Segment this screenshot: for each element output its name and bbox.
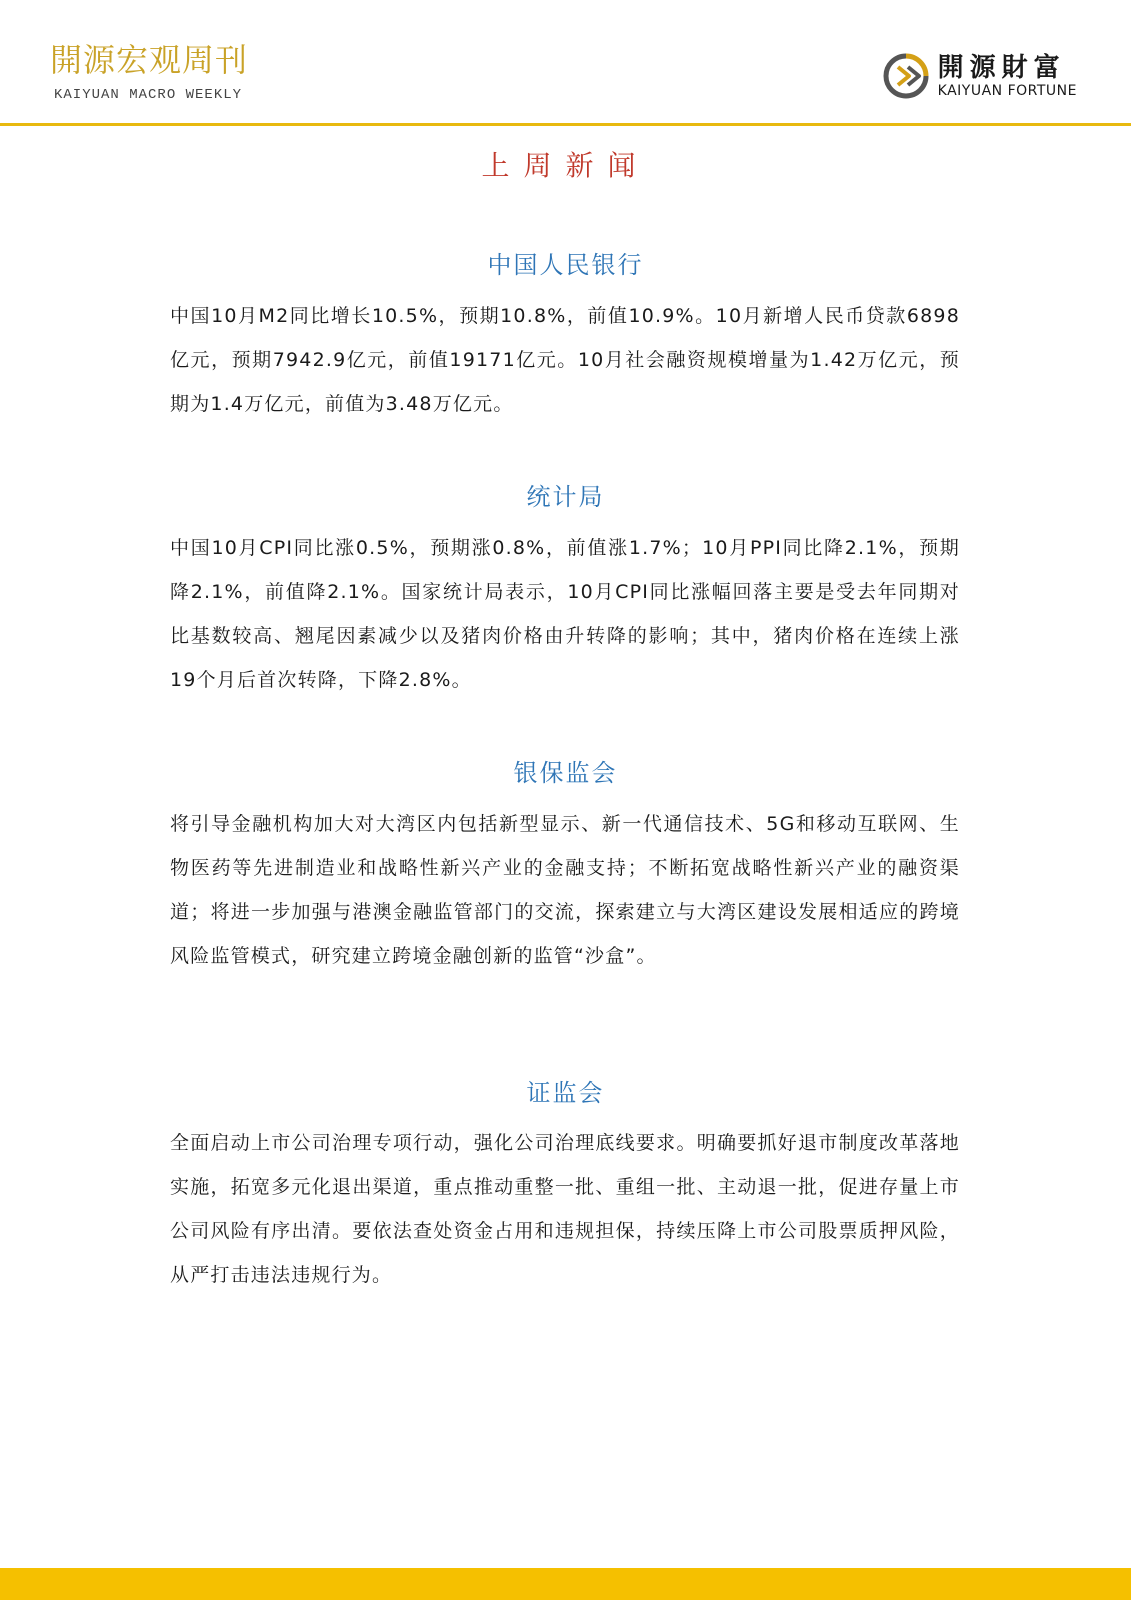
section-title-nbs: 统计局 <box>526 483 605 511</box>
kaiyuan-logo-icon <box>882 52 930 100</box>
logo-english-name: KAIYUAN FORTUNE <box>937 83 1077 99</box>
page-title: 上周新闻 <box>481 149 650 182</box>
section-body-nbs: 中国10月CPI同比涨0.5%，预期涨0.8%，前值涨1.7%；10月PPI同比降2.1%，预期降2.1%，前值降2.1%。国家统计局表示，10月CPI同比涨幅回落主要是受去年同期对比基数较高、翘尾因素减少以及猪肉价格由升转降的影响；其中，猪肉价格在连续上涨19个月后首次转降，下降2.8%。 <box>170 537 960 691</box>
section-title-cbirc: 银保监会 <box>513 759 618 787</box>
header-divider <box>0 123 1131 126</box>
section-body-cbirc: 将引导金融机构加大对大湾区内包括新型显示、新一代通信技术、5G和移动互联网、生物医药等先进制造业和战略性新兴产业的金融支持；不断拓宽战略性新兴产业的融资渠道；将进一步加强与港澳金融监管部门的交流，探索建立与大湾区建设发展相适应的跨境风险监管模式，研究建立跨境金融创新的监管“沙盒”。 <box>170 813 960 967</box>
publication-subtitle: KAIYUAN MACRO WEEKLY <box>54 87 243 103</box>
logo-chinese-name: 開源財富 <box>937 53 1066 83</box>
section-title-pboc: 中国人民银行 <box>487 251 644 279</box>
section-body-pboc: 中国10月M2同比增长10.5%，预期10.8%，前值10.9%。10月新增人民币贷款6898亿元，预期7942.9亿元，前值19171亿元。10月社会融资规模增量为1.42万亿元，预期为1.4万亿元，前值为3.48万亿元。 <box>170 305 960 415</box>
brand-logo <box>882 52 1077 100</box>
publication-title: 開源宏观周刊 <box>50 41 249 79</box>
section-title-csrc: 证监会 <box>526 1079 605 1107</box>
footer-bar <box>0 1568 1131 1600</box>
section-body-csrc: 全面启动上市公司治理专项行动，强化公司治理底线要求。明确要抓好退市制度改革落地实施，拓宽多元化退出渠道，重点推动重整一批、重组一批、主动退一批，促进存量上市公司风险有序出清。要依法查处资金占用和违规担保，持续压降上市公司股票质押风险，从严打击违法违规行为。 <box>170 1132 960 1286</box>
